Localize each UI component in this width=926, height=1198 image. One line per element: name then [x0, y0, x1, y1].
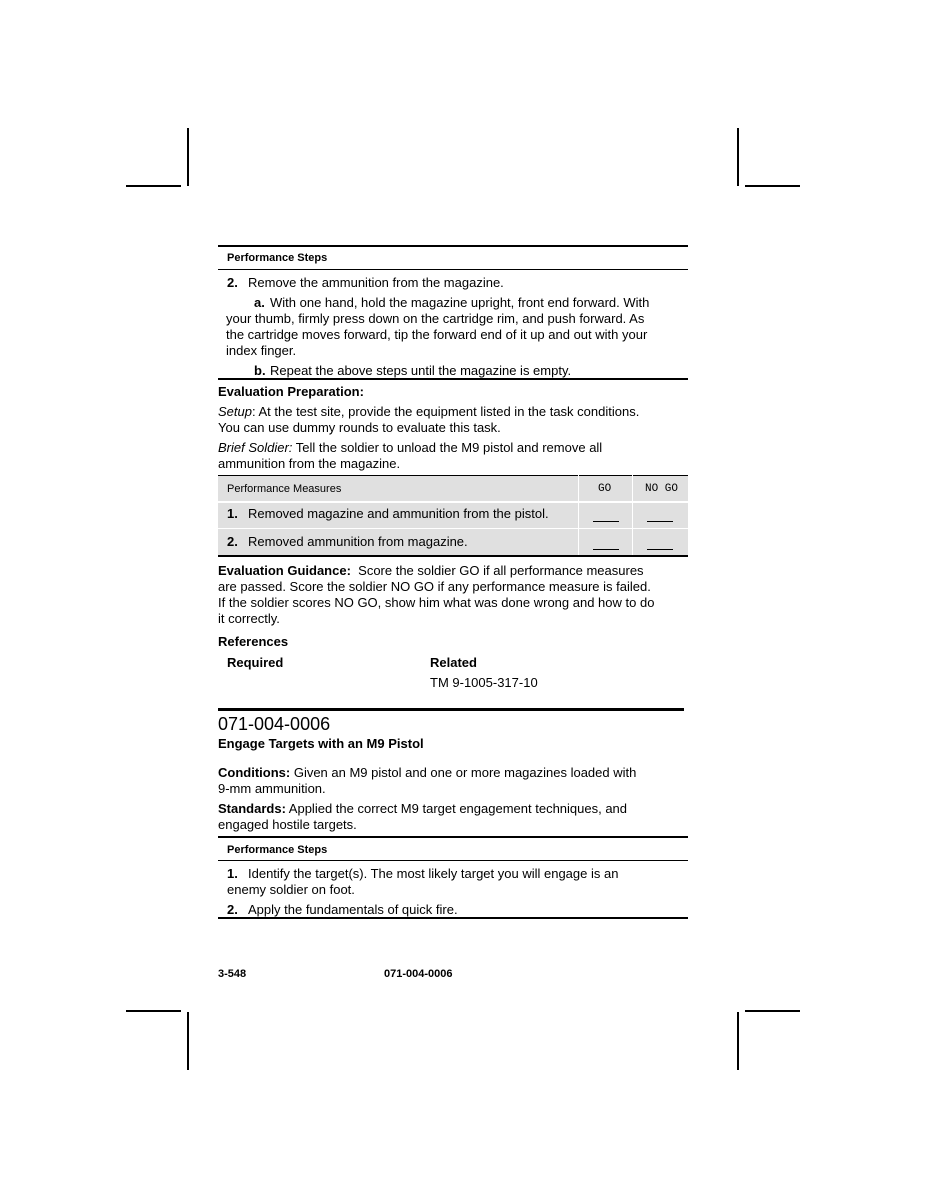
- task-step-text-line: Identify the target(s). The most likely target you will engage is an: [248, 866, 619, 881]
- measures-header-rule: [218, 501, 688, 503]
- crop-mark-top-right-vertical: [737, 128, 739, 186]
- steps-bottom-rule: [218, 378, 688, 380]
- evaluation-guidance-line: are passed. Score the soldier NO GO if any performance measure is failed.: [218, 579, 651, 594]
- measures-column-divider: [632, 475, 633, 555]
- crop-mark-bottom-left-vertical: [187, 1012, 189, 1070]
- evaluation-guidance-heading: Evaluation Guidance:: [218, 563, 351, 578]
- standards-label: Standards:: [218, 801, 286, 816]
- evaluation-preparation-heading: Evaluation Preparation:: [218, 384, 364, 399]
- related-reference: TM 9-1005-317-10: [430, 675, 538, 690]
- setup-paragraph-line: [218, 404, 639, 420]
- brief-paragraph-line: ammunition from the magazine.: [218, 456, 401, 471]
- measures-row-divider: [218, 528, 688, 529]
- steps-header-rule: [218, 269, 688, 270]
- conditions-label: Conditions:: [218, 765, 291, 780]
- task-number-heading: 071-004-0006: [218, 714, 331, 734]
- evaluation-guidance-line: it correctly.: [218, 611, 280, 626]
- go-column-header: GO: [598, 483, 612, 495]
- substep-text-line: index finger.: [226, 343, 297, 358]
- task-step-text-line: Apply the fundamentals of quick fire.: [248, 902, 458, 917]
- steps-top-rule: [218, 245, 688, 247]
- evaluation-guidance-line: [218, 563, 644, 579]
- nogo-blank[interactable]: [647, 521, 673, 522]
- crop-mark-bottom-left-horizontal: [126, 1010, 181, 1012]
- task-steps-bottom-rule: [218, 917, 688, 919]
- substep-text: Repeat the above steps until the magazine is empty.: [270, 363, 572, 378]
- measures-table-top-rule: [218, 475, 688, 476]
- substep-label: b.: [254, 363, 266, 378]
- footer-task-number: 071-004-0006: [384, 968, 453, 980]
- task-title: Engage Targets with an M9 Pistol: [218, 736, 424, 751]
- crop-mark-bottom-right-horizontal: [745, 1010, 800, 1012]
- setup-label: Setup: [218, 404, 252, 419]
- step-number: 2.: [227, 275, 238, 290]
- conditions-line: 9-mm ammunition.: [218, 781, 326, 796]
- conditions-line: [218, 765, 636, 781]
- conditions-text: Given an M9 pistol and one or more magazines loaded with: [290, 765, 637, 780]
- measures-header: Performance Measures: [227, 483, 342, 495]
- standards-text: Applied the correct M9 target engagement techniques, and: [285, 801, 628, 816]
- steps-header: Performance Steps: [227, 252, 328, 264]
- standards-line: engaged hostile targets.: [218, 817, 357, 832]
- references-heading: References: [218, 634, 289, 649]
- measure-text: Removed ammunition from magazine.: [248, 534, 468, 549]
- nogo-blank[interactable]: [647, 549, 673, 550]
- nogo-column-header: NO GO: [645, 483, 679, 495]
- substep-text-line: the cartridge moves forward, tip the forward end of it up and out with your: [226, 327, 648, 342]
- task-steps-header: Performance Steps: [227, 844, 328, 856]
- task-divider: [218, 708, 684, 711]
- brief-text: Tell the soldier to unload the M9 pistol and remove all: [292, 440, 603, 455]
- measure-text: Removed magazine and ammunition from the pistol.: [248, 506, 549, 521]
- substep-label: a.: [254, 295, 265, 310]
- task-steps-top-rule: [218, 836, 688, 838]
- setup-paragraph-line: You can use dummy rounds to evaluate this task.: [218, 420, 501, 435]
- measures-column-divider: [578, 475, 579, 555]
- required-label: Required: [227, 655, 284, 670]
- crop-mark-top-right-horizontal: [745, 185, 800, 187]
- evaluation-guidance-line: If the soldier scores NO GO, show him what was done wrong and how to do: [218, 595, 655, 610]
- task-step-number: 2.: [227, 902, 238, 917]
- measure-number: 2.: [227, 534, 238, 549]
- crop-mark-bottom-right-vertical: [737, 1012, 739, 1070]
- brief-label: Brief Soldier:: [218, 440, 293, 455]
- go-blank[interactable]: [593, 521, 619, 522]
- task-step-number: 1.: [227, 866, 238, 881]
- standards-line: [218, 801, 627, 817]
- page-number: 3-548: [218, 968, 247, 980]
- task-step-text-line: enemy soldier on foot.: [227, 882, 355, 897]
- go-blank[interactable]: [593, 549, 619, 550]
- substep-text-line: With one hand, hold the magazine upright, front end forward. With: [270, 295, 650, 310]
- step-text: Remove the ammunition from the magazine.: [248, 275, 504, 290]
- related-label: Related: [430, 655, 477, 670]
- setup-text: : At the test site, provide the equipment listed in the task conditions.: [251, 404, 640, 419]
- brief-paragraph-line: [218, 440, 602, 456]
- crop-mark-top-left-vertical: [187, 128, 189, 186]
- task-steps-header-rule: [218, 860, 688, 861]
- crop-mark-top-left-horizontal: [126, 185, 181, 187]
- substep-text-line: your thumb, firmly press down on the cartridge rim, and push forward. As: [226, 311, 645, 326]
- evaluation-guidance-text: Score the soldier GO if all performance measures: [350, 563, 644, 578]
- measures-table-bottom-rule: [218, 555, 688, 557]
- measure-number: 1.: [227, 506, 238, 521]
